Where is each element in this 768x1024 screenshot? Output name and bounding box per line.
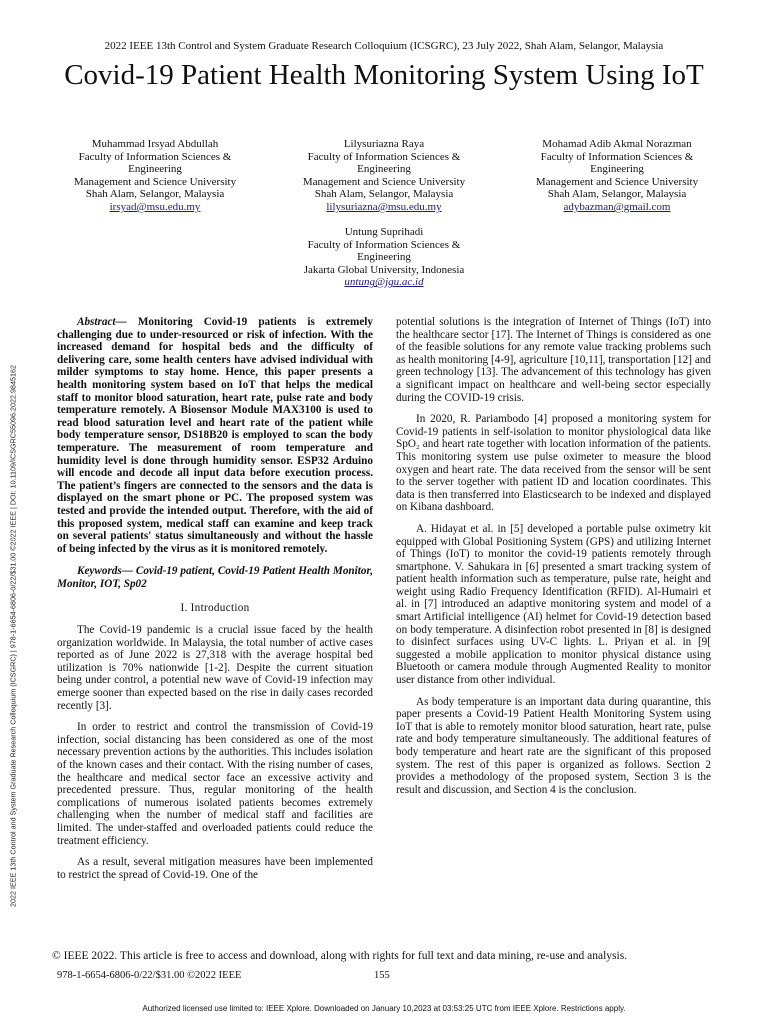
conference-header: 2022 IEEE 13th Control and System Graduate Research Colloquium (ICSGRC), 23 July 2022, Shah Alam, Selangor, Malaysia (104, 40, 664, 52)
author-dept: Faculty of Information Sciences & (307, 238, 461, 251)
author-name: Untung Suprihadi (344, 226, 424, 238)
author-org: Management and Science University (73, 175, 237, 188)
left-column (57, 316, 373, 890)
license-notice: Authorized licensed use limited to: IEEE Xplore. Downloaded on January 10,2023 at 03:53:25 UTC from IEEE Xplore. Restrictions apply. (142, 1004, 626, 1013)
abstract (57, 316, 373, 555)
author-location: Shah Alam, Selangor, Malaysia (314, 188, 454, 201)
author-block (279, 226, 489, 289)
author-org: Management and Science University (535, 175, 699, 188)
author-location: Shah Alam, Selangor, Malaysia (85, 188, 225, 201)
author-dept-cont: Engineering (357, 251, 411, 264)
doi-sidebar-text: 2022 IEEE 13th Control and System Graduate Research Colloquium (ICSGRC) | 978-1-6654-6806-0/22/$31.00 ©2022 IEEE | DOI: 10.1109/ICSGRC55096.2022.9845162 (8, 365, 18, 907)
author-name: Lilysuriazna Raya (343, 138, 425, 150)
body-paragraph: A. Hidayat et al. in [5] developed a portable pulse oximetry kit equipped with Global Positioning System (GPS) and utilizing Internet of Things (IoT) to monitor the covid-19 patients remotely through smartphone. V. Sahukara in [6] presented a smart tracking system of patient health information such as temperature, pulse rate, height and weight using Radio Frequency Identification (RFID). Al-Humairi et al. in [7] introduced an adaptive monitoring system and model of a smart Artificial intelligence (AI) helmet for Covid-19 detection based on body temperature. A disinfection robot presented in [8] is designed to disinfect surfaces using UV-C lights. L. Priyan et al. in [9[ suggested a mobile application to monitor physical distance using Bluetooth or camera module through Augmented Reality to monitor user distance from other individual. (396, 522, 711, 687)
author-dept-cont: Engineering (590, 163, 644, 176)
paper-title: Covid-19 Patient Health Monitoring System Using IoT (64, 59, 704, 91)
doi-sidebar (6, 296, 20, 976)
right-column (396, 316, 711, 805)
body-paragraph: In 2020, R. Pariambodo [4] proposed a monitoring system for Covid-19 patients in self-isolation to monitor physiological data like SpO₂ and heart rate together with location information of the patients. This monitoring system use pulse oximeter to measure the blood oxygen and heart rate. The data received from the sensor will be sent to the server together with patient ID and location coordinates. This data is then transferred into Elasticsearch to be indexed and displayed on Kibana dashboard. (396, 413, 711, 514)
abstract-text: Monitoring Covid-19 patients is extremely challenging due to under-resourced or risk of infection. With the increased demand for hospital beds and the difficulty of delivering care, some health centers have advised individual with milder symptoms to stay home. Hence, this paper presents a health monitoring system based on IoT that helps the medical staff to monitor blood saturation, heart rate, pulse rate and body temperature remotely. A Biosensor Module MAX3100 is used to read blood saturation level and heart rate of the patient while body temperature sensor, DS18B20 is employed to scan the body temperature. The measurement of room temperature and humidity level is done through humidity sensor. ESP32 Arduino will encode and decode all input data before execution process. The patient’s fingers are connected to the sensors and the data is displayed on the smart phone or PC. The proposed system was tested and provide the intended output. Therefore, with the aid of this proposed system, medical staff can examine and keep track on several patients' status simultaneously and without the hassle of being infected by the virus as it is monitored remotely. (57, 316, 373, 555)
section-heading-introduction: I. Introduction (180, 602, 250, 615)
author-email-link[interactable]: adybazman@gmail.com (563, 200, 671, 213)
body-paragraph: The Covid-19 pandemic is a crucial issue faced by the health organization worldwide. In Malaysia, the total number of active cases reported as of June 2022 is 27,318 with the average hospital bed utilization is 70% nationwide [1-2]. Despite the current situation being under control, a potential new wave of Covid-19 infection may emerge sooner than expected based on the rise in daily cases recorded recently [3]. (57, 624, 373, 712)
abstract-label: Abstract— (77, 316, 127, 328)
page-number: 155 (374, 970, 390, 981)
author-email-link[interactable]: untung@jgu.ac.id (344, 276, 424, 289)
author-email-link[interactable]: lilysuriazna@msu.edu.my (326, 200, 442, 213)
author-name: Mohamad Adib Akmal Norazman (542, 138, 692, 150)
copyright-notice: © IEEE 2022. This article is free to access and download, along with rights for full text and data mining, re-use and analysis. (52, 950, 628, 962)
author-org: Jakarta Global University, Indonesia (303, 263, 465, 276)
author-dept: Faculty of Information Sciences & (540, 150, 694, 163)
keywords: Keywords— Covid-19 patient, Covid-19 Patient Health Monitor, Monitor, IOT, Sp02 (57, 565, 373, 590)
author-block (50, 138, 260, 214)
author-block (279, 138, 489, 214)
author-name: Muhammad Irsyad Abdullah (91, 138, 219, 150)
author-email-link[interactable]: irsyad@msu.edu.my (109, 200, 201, 213)
author-dept-cont: Engineering (357, 163, 411, 176)
isbn-footer: 978-1-6654-6806-0/22/$31.00 ©2022 IEEE (57, 970, 242, 981)
author-dept: Faculty of Information Sciences & (307, 150, 461, 163)
author-org: Management and Science University (302, 175, 466, 188)
body-paragraph: As a result, several mitigation measures have been implemented to restrict the spread of Covid-19. One of the (57, 856, 373, 881)
author-block (512, 138, 722, 214)
author-location: Shah Alam, Selangor, Malaysia (547, 188, 687, 201)
body-paragraph: potential solutions is the integration of Internet of Things (IoT) into the healthcare sector [17]. The Internet of Things is considered as one of the feasible solutions for any remote value tracking problems such as health monitoring [4-9], agriculture [10,11], transportation [12] and green technology [13]. The advancement of this technology has given a significant impact on healthcare and well-being sector especially during the COVID-19 crisis. (396, 316, 711, 404)
body-paragraph: As body temperature is an important data during quarantine, this paper presents a Covid-19 Patient Health Monitoring System using IoT that is able to remotely monitor blood saturation, heart rate, pulse rate and body temperature simultaneously. The additional features of body temperature and heart rate are the significant of this proposed system. The rest of this paper is organized as follows. Section 2 provides a methodology of the proposed system, Section 3 is the result and discussion, and Section 4 is the conclusion. (396, 695, 711, 796)
body-paragraph: In order to restrict and control the transmission of Covid-19 infection, social distancing has been considered as one of the most necessary prevention actions by the authorities. This includes isolation of the known cases and their contact. With the rising number of cases, the healthcare and medical sector face an excessive activity and precedented pressure. Thus, regular monitoring of the health complications of numerous isolated patients becomes extremely challenging when the number of medical staff and facilities are limited. The under-staffed and overloaded patients could reduce the treatment efficiency. (57, 721, 373, 847)
author-dept-cont: Engineering (128, 163, 182, 176)
author-dept: Faculty of Information Sciences & (78, 150, 232, 163)
